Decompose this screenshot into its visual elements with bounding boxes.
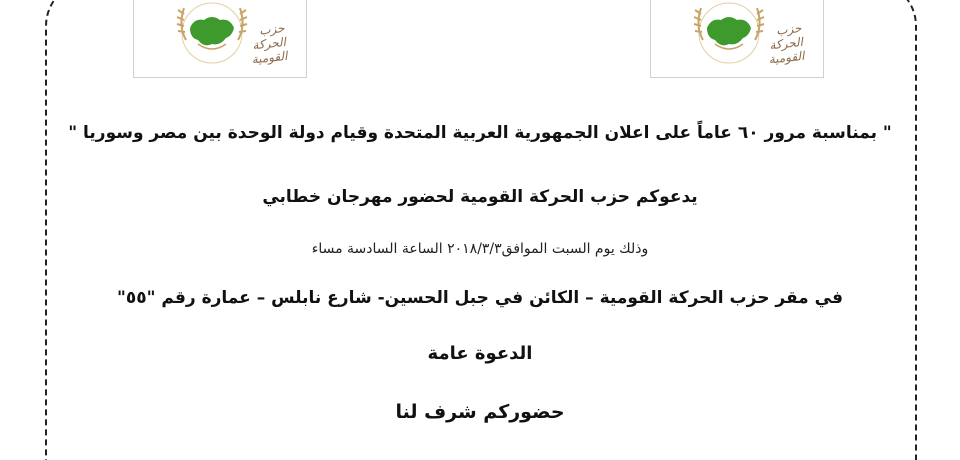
invitation-line: يدعوكم حزب الحركة القومية لحضور مهرجان خطابي [262,187,698,207]
public-invitation-notice: الدعوة عامة [427,343,533,364]
date-time-line: وذلك يوم السبت الموافق٢٠١٨/٣/٣ الساعة السادسة مساء [311,241,649,257]
closing-line: حضوركم شرف لنا [395,401,565,423]
logo-text: حزب الحركة القومية [768,20,806,67]
party-logo-right [650,0,824,78]
location-line: في مقر حزب الحركة القومية – الكائن في جبل الحسين- شارع نابلس – عمارة رقم "٥٥" [117,288,843,308]
occasion-heading: " بمناسبة مرور ٦٠ عاماً على اعلان الجمهورية العربية المتحدة وقيام دولة الوحدة بين مصر وسوريا " [68,123,892,143]
logo-text: حزب الحركة القومية [251,20,289,67]
party-logo-left [133,0,307,78]
